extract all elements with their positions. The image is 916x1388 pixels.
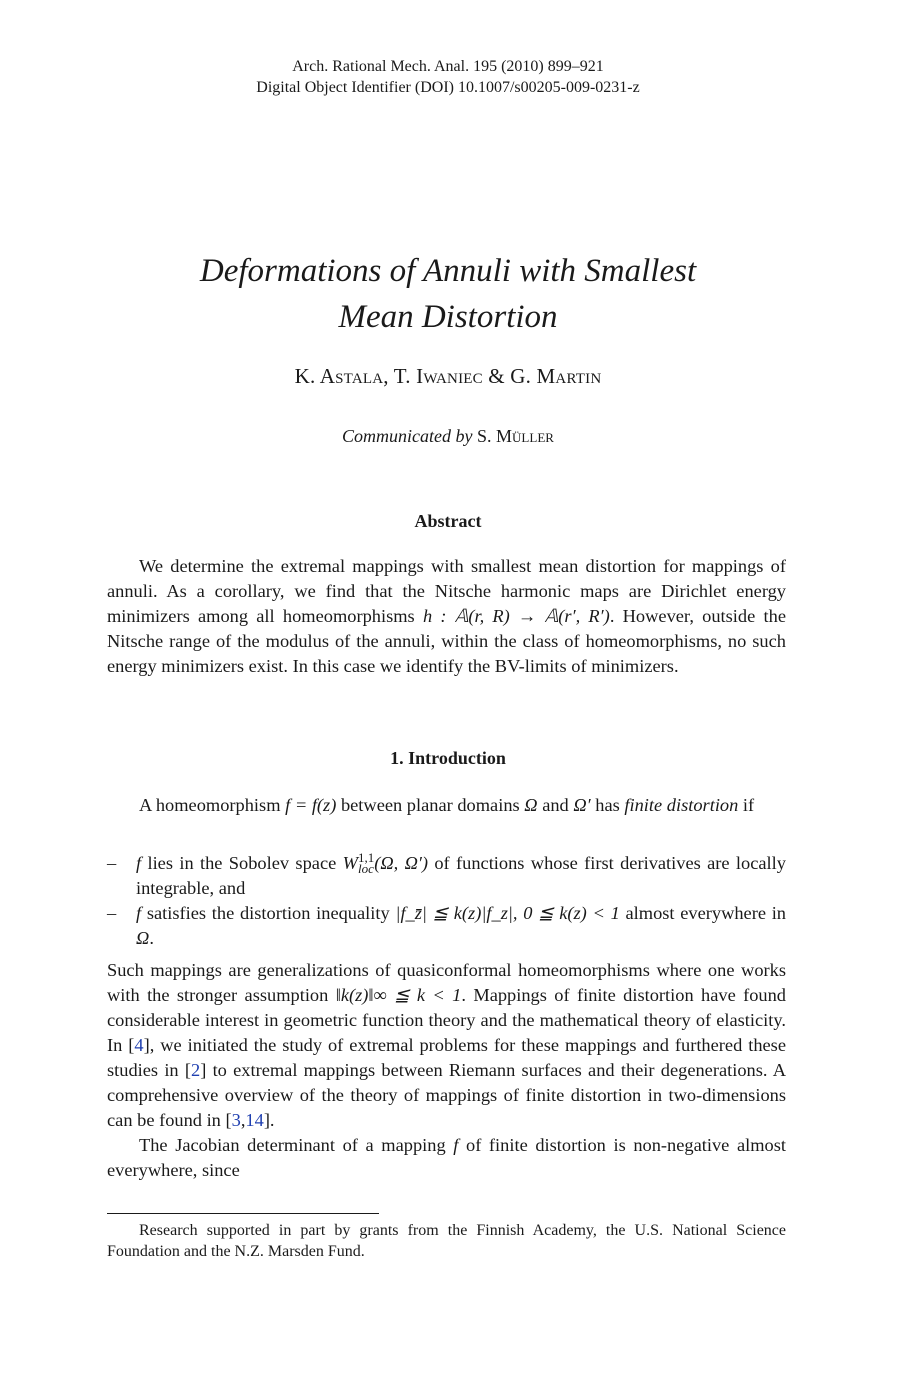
math-inline: f = f(z) [285,795,337,815]
math-inline: Ω′ [573,795,591,815]
math-inline: Ω [524,795,538,815]
abstract-text-part: We determine the extremal mappings with smallest mean distortion for mappings of annuli. As a corollary, we find that the Nitsche harmonic maps are Dirichlet energy minimizers among all homeomorphisms [107,556,786,626]
abstract-heading: Abstract [414,511,482,531]
footnote-rule [107,1213,379,1214]
text-run: Such mappings are generalizations of quasiconformal homeomorphisms where one works with the stronger assumption [107,960,786,1005]
text-run: lies in the Sobolev space [141,853,343,873]
journal-citation: Arch. Rational Mech. Anal. 195 (2010) 899–921 [292,58,604,75]
abstract-math: h : 𝔸(r, R) → 𝔸(r′, R′) [422,606,610,626]
definition-list [107,851,786,951]
text-run: The Jacobian determinant of a mapping [139,1135,454,1155]
text-run: ] to extremal mappings between Riemann surfaces and their degenerations. A comprehensive overview of the theory of mappings of finite distortion in two-dimensions can be found in [ [107,1060,786,1130]
list-item [107,901,786,951]
math-inline: |f_z̄| ≦ k(z)|f_z|, 0 ≦ k(z) < 1 [395,903,620,923]
text-run: almost everywhere in [619,903,787,923]
math-superscript: 1,1 [357,850,375,865]
text-run: satisfies the distortion inequality [141,903,396,923]
list-item [107,851,786,901]
math-inline: (Ω, Ω′) [374,853,429,873]
text-run: if [738,795,755,815]
author-list: K. Astala, T. Iwaniec & G. Martin [294,364,602,388]
text-run: ]. [263,1110,275,1130]
title-line-2: Mean Distortion [338,299,558,335]
dash-marker: – [107,903,117,923]
text-run: . Mappings of finite distortion have found considerable interest in geometric function theory and the mathematical theory of elasticity. In [ [107,985,787,1055]
text-run: between planar domains [336,795,525,815]
intro-paragraph-1 [107,793,786,818]
text-run: . [149,928,154,948]
intro-paragraph-3 [107,1133,786,1183]
dash-marker: – [107,853,117,873]
section-heading-introduction: 1. Introduction [390,748,506,768]
citation-link-2[interactable]: 2 [191,1060,201,1080]
paper-title [0,248,896,340]
text-run: has [590,795,625,815]
math-inline: Ω [136,928,150,948]
math-inline: f [136,853,142,873]
citation-link-14[interactable]: 14 [245,1110,264,1130]
communicated-by [0,426,896,447]
citation-link-4[interactable]: 4 [134,1035,144,1055]
citation-link-3[interactable]: 3 [231,1110,241,1130]
communicated-label: Communicated by [342,426,473,446]
text-run: ], we initiated the study of extremal problems for these mappings and furthered these studies in [ [107,1035,786,1080]
abstract-text [107,554,786,679]
math-inline: W [342,853,358,873]
math-subscript: loc [357,861,374,876]
doi-line: Digital Object Identifier (DOI) 10.1007/s00205-009-0231-z [256,79,640,96]
text-run: and [537,795,574,815]
text-run: of functions whose first derivatives are locally integrable, and [136,853,786,898]
math-inline: f [453,1135,459,1155]
math-inline: f [136,903,142,923]
text-run: of finite distortion is non-negative almost everywhere, since [107,1135,786,1180]
title-line-1: Deformations of Annuli with Smallest [199,253,697,289]
intro-paragraph-2 [107,958,786,1133]
text-run: A homeomorphism [139,795,286,815]
footnote: Research supported in part by grants from the Finnish Academy, the U.S. National Science Foundation and the N.Z. Marsden Fund. [107,1222,786,1260]
communicating-editor: S. Müller [477,426,554,446]
abstract-text-part: . However, outside the Nitsche range of the modulus of the annuli, within the class of homeomorphisms, no such energy minimizers exist. In this case we identify the BV-limits of minimizers. [107,606,786,676]
emphasis: finite distortion [624,795,739,815]
journal-header [0,56,896,98]
text-run: , [240,1110,246,1130]
math-inline: ‖k(z)‖∞ ≦ k < 1 [335,985,462,1005]
